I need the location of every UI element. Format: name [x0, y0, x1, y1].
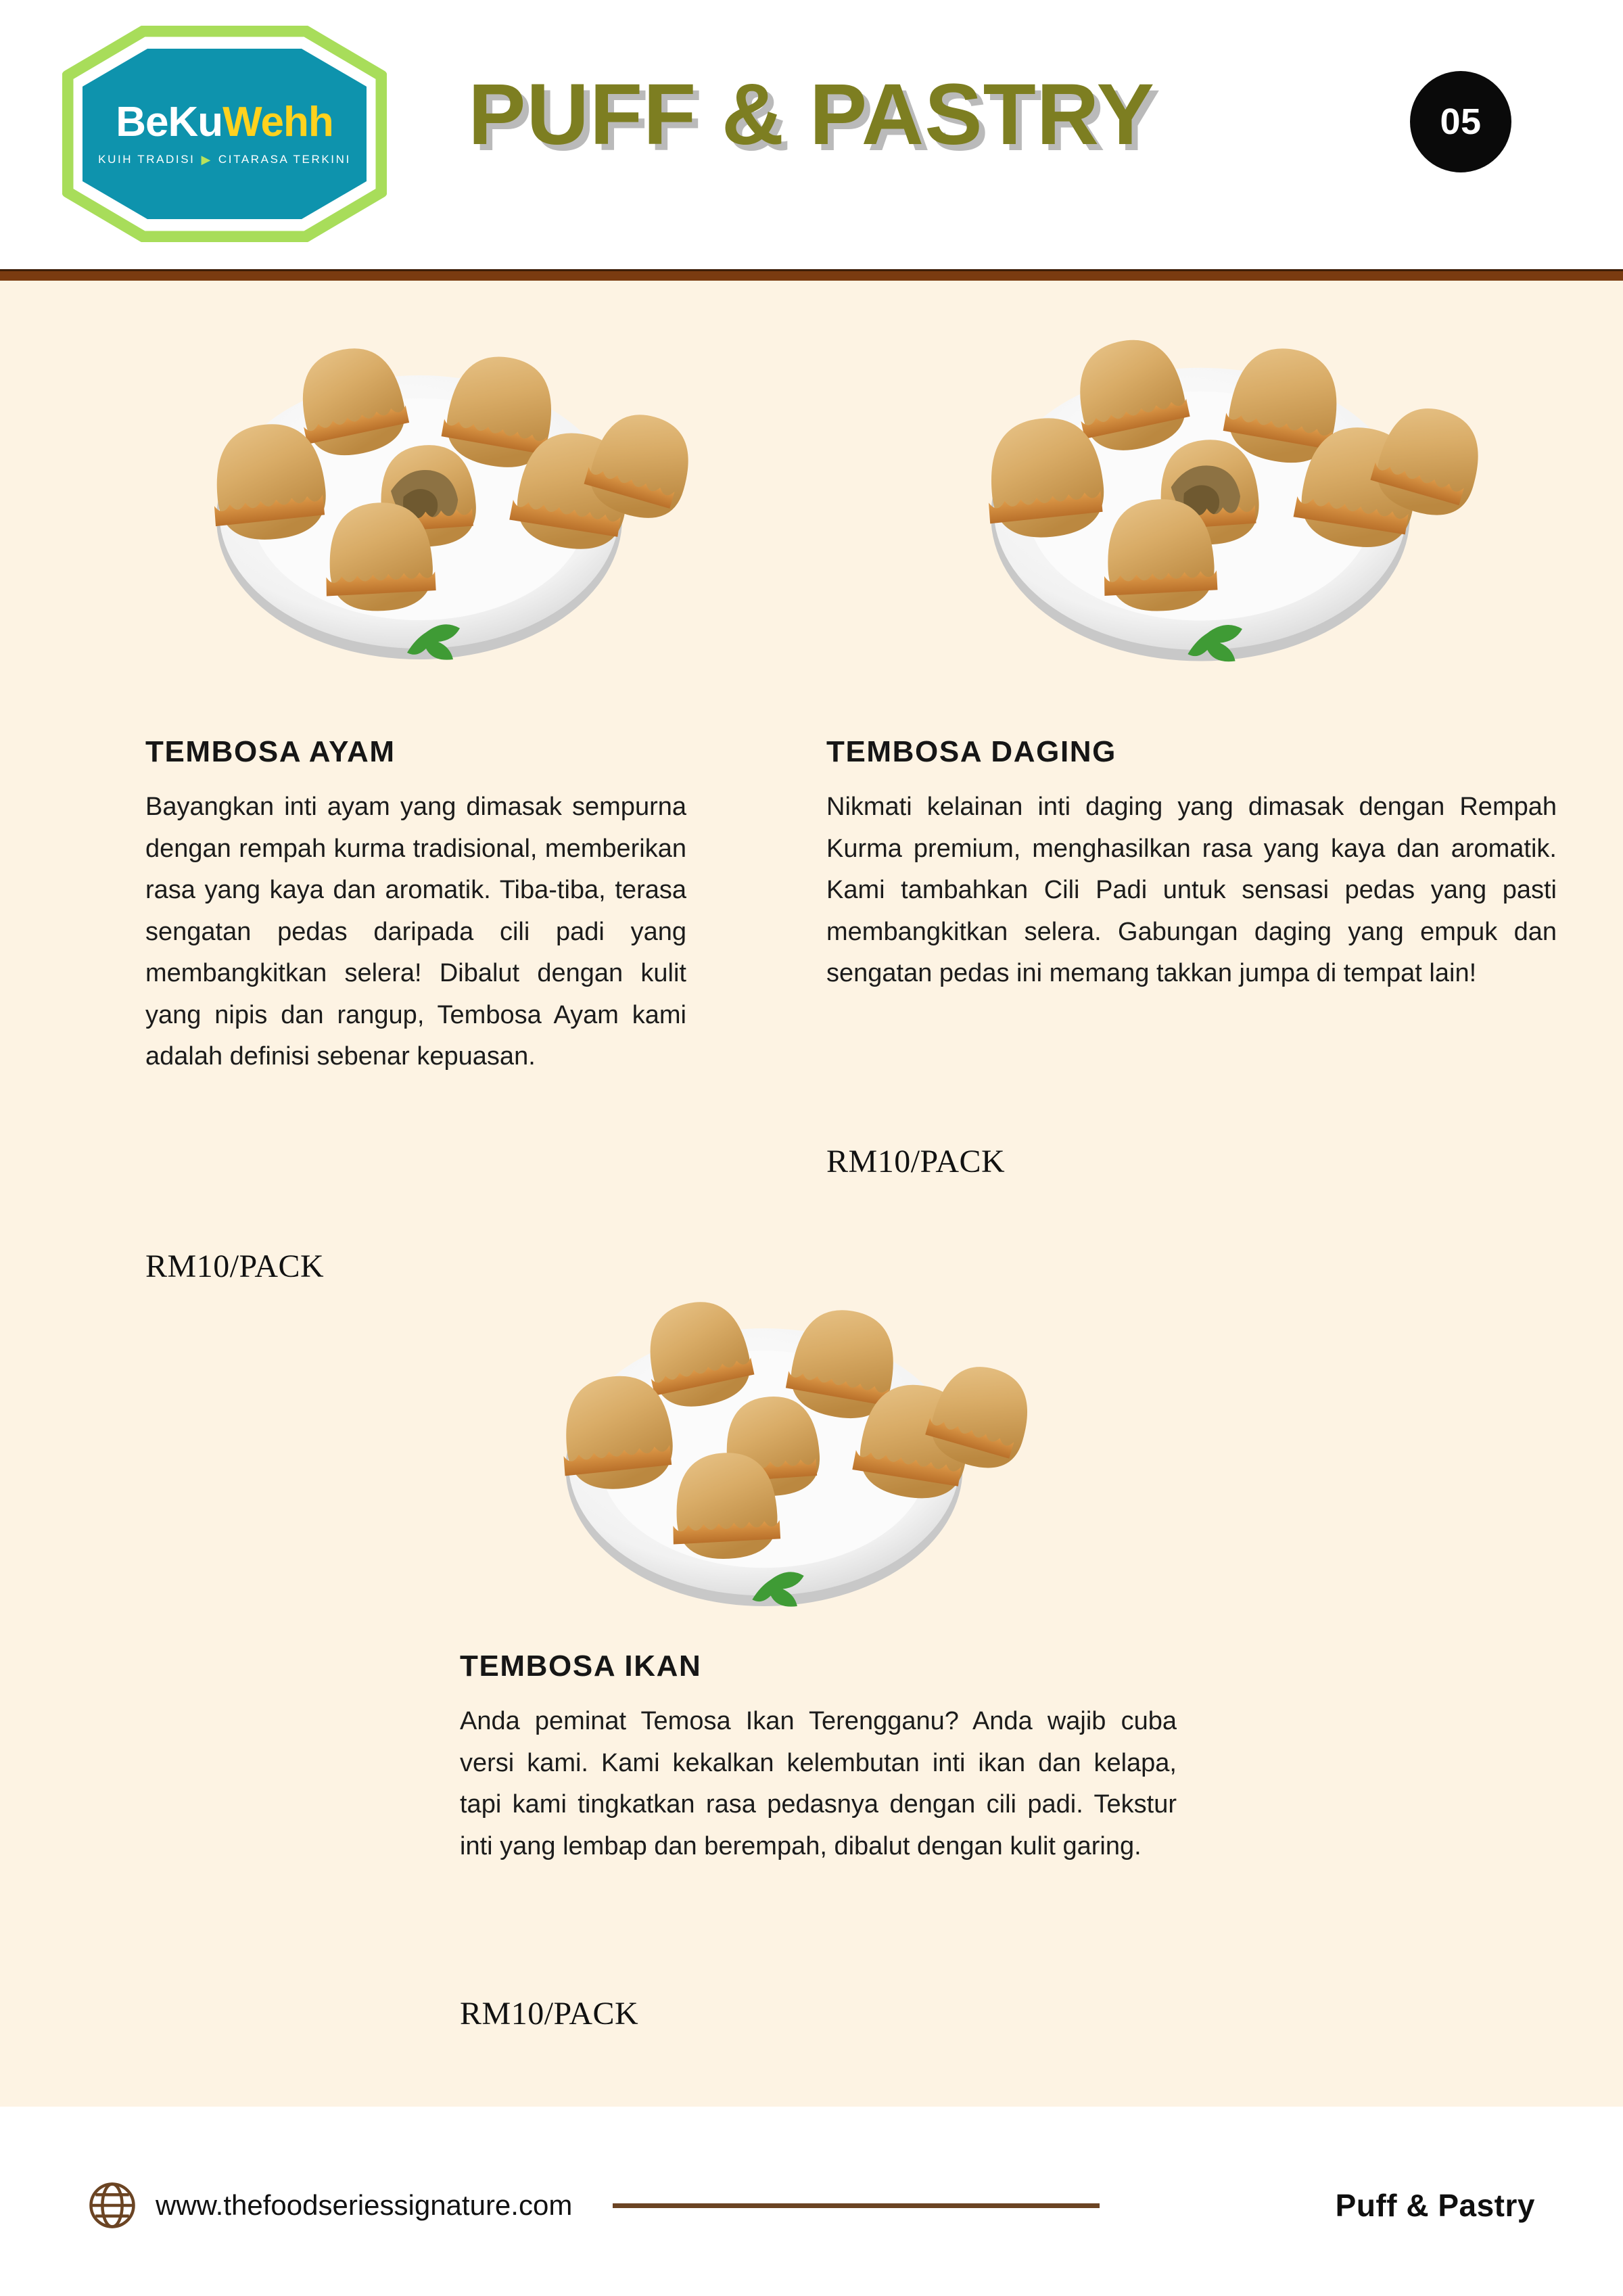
product-description: Anda peminat Temosa Ikan Terengganu? Anda wajib cuba versi kami. Kami kekalkan kelembutan inti ikan dan kelapa, tapi kami tingkatkan rasa pedasnya dengan cili padi. Tekstur inti yang lembap dan berempah, dibalut dengan kulit garing. — [460, 1707, 1177, 1860]
page-footer — [0, 2107, 1623, 2296]
product-name: TEMBOSA IKAN — [460, 1649, 702, 1683]
product-name: TEMBOSA DAGING — [826, 735, 1116, 768]
product-card-tembosa-daging — [826, 735, 1557, 995]
content-sheet — [0, 281, 1623, 2107]
play-arrow-icon: ▶ — [201, 153, 212, 166]
product-name: TEMBOSA AYAM — [145, 735, 396, 768]
product-card-tembosa-ikan — [460, 1649, 1177, 1867]
product-price: RM10/PACK — [145, 1248, 325, 1284]
product-price: RM10/PACK — [460, 1996, 639, 2032]
logo-wordmark-secondary: Wehh — [222, 99, 333, 145]
logo-wordmark-primary: BeKu — [116, 99, 223, 145]
page-title: PUFF & PASTRY — [468, 66, 1155, 163]
page-number-badge — [1410, 71, 1511, 172]
product-description: Bayangkan inti ayam yang dimasak sempurna dengan rempah kurma tradisional, memberikan rasa yang kaya dan aromatik. Tiba-tiba, terasa sengatan pedas daripada cili padi yang membangkitkan selera! Dibalut dengan kulit yang nipis dan rangup, Tembosa Ayam kami adalah definisi sebenar kepuasan. — [145, 793, 686, 1071]
product-price: RM10/PACK — [826, 1144, 1006, 1179]
header-divider — [0, 269, 1623, 281]
product-card-tembosa-ayam — [145, 735, 686, 1078]
footer-brand-label: Puff & Pastry — [1335, 2188, 1535, 2223]
footer-website-url[interactable]: www.thefoodseriessignature.com — [156, 2189, 573, 2221]
globe-icon — [88, 2181, 137, 2230]
page-header — [0, 0, 1623, 273]
footer-divider — [613, 2203, 1100, 2208]
logo-tagline-left: KUIH TRADISI — [98, 153, 195, 166]
logo-tagline-right: CITARASA TERKINI — [218, 153, 351, 166]
product-photo-tembosa-ikan — [460, 1265, 1068, 1643]
product-description: Nikmati kelainan inti daging yang dimasak dengan Rempah Kurma premium, menghasilkan rasa yang kaya dan aromatik. Kami tambahkan Cili Padi untuk sensasi pedas yang pasti membangkitkan selera. Gabungan daging yang empuk dan sengatan pedas ini memang takkan jumpa di tempat lain! — [826, 793, 1557, 988]
product-photo-tembosa-ayam — [108, 314, 730, 693]
footer-row — [88, 2181, 1535, 2230]
page-number-label: 05 — [1440, 101, 1482, 142]
product-photo-tembosa-daging — [879, 298, 1522, 703]
